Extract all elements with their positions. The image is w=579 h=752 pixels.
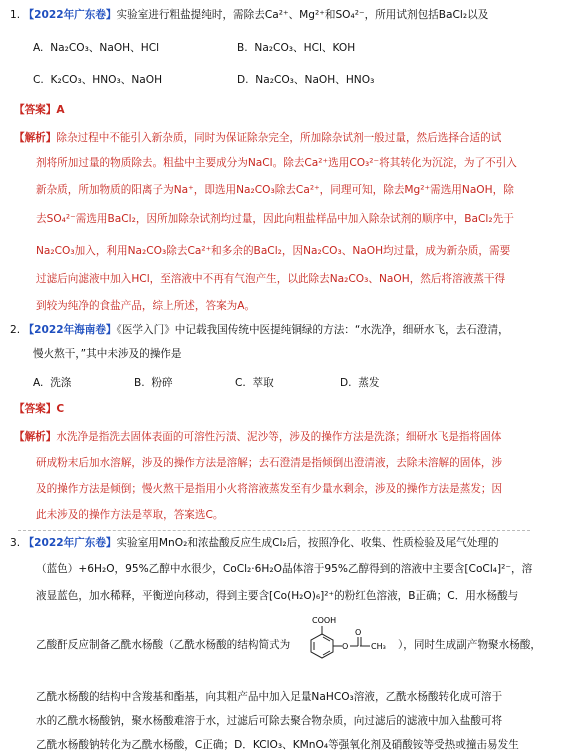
q3-number: 3. bbox=[10, 537, 21, 549]
q1-option-c: C. K₂CO₃、HNO₃、NaOH bbox=[33, 74, 163, 86]
q2-answer: C bbox=[56, 403, 65, 415]
q1-analysis-line-4: 去SO₄²⁻需选用BaCl₂，因所加除杂试剂均过量，因此向粗盐样品中加入除杂试剂的顺序中，BaCl₂先于 bbox=[36, 213, 514, 225]
q3-line-2: 液显蓝色，加水稀释，平衡逆向移动，得到主要含[Co(H₂O)₆]²⁺的粉红色溶液，B正确；C．用水杨酸与 bbox=[36, 590, 519, 602]
q2-option-a: A. 洗涤 bbox=[33, 377, 72, 389]
q1-number: 1. bbox=[10, 9, 21, 21]
q2-answer-line bbox=[14, 402, 557, 416]
q2-answer-label: 【答案】 bbox=[14, 403, 57, 415]
q1-option-b: B. Na₂CO₃、HCl、KOH bbox=[237, 42, 356, 54]
q2-analysis-line-2: 研成粉末后加水溶解，涉及的操作方法是溶解；去石澄清是指倾倒出澄清液，去除未溶解的固体，涉 bbox=[36, 457, 503, 469]
q2-analysis-line-3: 及的操作方法是倾倒；慢火熬干是指用小火将溶液蒸发至有少量水剩余，涉及的操作方法是蒸发；因 bbox=[36, 483, 503, 495]
q1-analysis-line-1: 【解析】除杂过程中不能引入新杂质，同时为保证除杂完全，所加除杂试剂一般过量，然后选择合适的试 bbox=[14, 132, 502, 144]
q3-line-1: （蓝色）+6H₂O，95%乙醇中水很少，CoCl₂·6H₂O晶体溶于95%乙醇得到的溶液中主要含[CoCl₄]²⁻，溶 bbox=[36, 563, 533, 575]
q3-line-4: 乙酰水杨酸的结构中含羧基和酯基，向其粗产品中加入足量NaHCO₃溶液，乙酰水杨酸转化成可溶于 bbox=[36, 691, 503, 703]
q2-analysis-line-4: 此未涉及的操作方法是萃取，答案选C。 bbox=[36, 509, 224, 521]
q2-stem-line-2: 慢火熬干，”其中未涉及的操作是 bbox=[33, 348, 182, 360]
q2-option-b: B. 粉碎 bbox=[134, 377, 173, 389]
q2-stem-line-1: 2. 【2022年海南卷】《医学入门》中记载我国传统中医提纯铜绿的方法：“水洗净，细研水飞，去石澄清， bbox=[10, 324, 509, 336]
section-divider bbox=[18, 530, 530, 531]
q2-number: 2. bbox=[10, 324, 21, 336]
q3-line-6: 乙酰水杨酸钠转化为乙酰水杨酸，C正确；D．KClO₃、KMnO₄等强氧化剂及硝酸铵等受热或撞击易发生 bbox=[36, 739, 519, 751]
structure-cooh-label: COOH bbox=[312, 616, 337, 625]
q1-answer-line bbox=[14, 103, 557, 117]
q2-analysis-label: 【解析】 bbox=[14, 431, 57, 443]
q1-analysis-line-2: 剂将所加过量的物质除去。粗盐中主要成分为NaCl。除去Ca²⁺选用CO₃²⁻将其转化为沉淀，为了不引入 bbox=[36, 157, 517, 169]
q1-stem: 实验室进行粗盐提纯时，需除去Ca²⁺、Mg²⁺和SO₄²⁻，所用试剂包括BaCl₂以及 bbox=[116, 9, 489, 21]
q1-analysis-line-3: 新杂质，所加物质的阳离子为Na⁺，即选用Na₂CO₃除去Ca²⁺，同理可知，除去Mg²⁺需选用NaOH，除 bbox=[36, 184, 514, 196]
structure-ester-o-label: O bbox=[342, 642, 349, 651]
q3-line-3b: ），同时生成副产物聚水杨酸， bbox=[398, 639, 542, 651]
q3-stem-line bbox=[10, 536, 553, 550]
q1-source: 【2022年广东卷】 bbox=[23, 9, 117, 21]
aspirin-structure-diagram bbox=[300, 612, 400, 664]
q1-option-d: D. Na₂CO₃、NaOH、HNO₃ bbox=[237, 74, 375, 86]
q1-option-a: A. Na₂CO₃、NaOH、HCl bbox=[33, 42, 160, 54]
q1-analysis-line-5: Na₂CO₃加入，利用Na₂CO₃除去Ca²⁺和多余的BaCl₂，因Na₂CO₃、NaOH均过量，成为新杂质，需要 bbox=[36, 245, 511, 257]
q1-analysis-label: 【解析】 bbox=[14, 132, 57, 144]
q3-source: 【2022年广东卷】 bbox=[23, 537, 117, 549]
q2-analysis-line-1: 【解析】水洗净是指洗去固体表面的可溶性污渍、泥沙等，涉及的操作方法是洗涤；细研水飞是指将固体 bbox=[14, 431, 502, 443]
q2-option-d: D. 蒸发 bbox=[340, 377, 380, 389]
q3-line-5: 水的乙酰水杨酸钠，聚水杨酸难溶于水，过滤后可除去聚合物杂质，向过滤后的滤液中加入盐酸可将 bbox=[36, 715, 503, 727]
q3-line-3a: 乙酸酐反应制备乙酰水杨酸（乙酰水杨酸的结构简式为 bbox=[36, 639, 291, 651]
q2-option-c: C. 萃取 bbox=[235, 377, 274, 389]
q3-stem: 实验室用MnO₂和浓盐酸反应生成Cl₂后，按照净化、收集、性质检验及尾气处理的 bbox=[116, 537, 499, 549]
q1-analysis-line-7: 到较为纯净的食盐产品，综上所述，答案为A。 bbox=[36, 300, 256, 312]
structure-methyl-label: CH₃ bbox=[371, 642, 386, 651]
structure-carbonyl-o-label: O bbox=[355, 628, 362, 637]
q2-source: 【2022年海南卷】 bbox=[23, 324, 117, 336]
q1-analysis-line-6: 过滤后向滤液中加入HCl，至溶液中不再有气泡产生，以此除去Na₂CO₃、NaOH，然后将溶液蒸干得 bbox=[36, 273, 506, 285]
q1-answer: A bbox=[56, 104, 65, 116]
q1-stem-line bbox=[10, 8, 553, 22]
q1-answer-label: 【答案】 bbox=[14, 104, 57, 116]
